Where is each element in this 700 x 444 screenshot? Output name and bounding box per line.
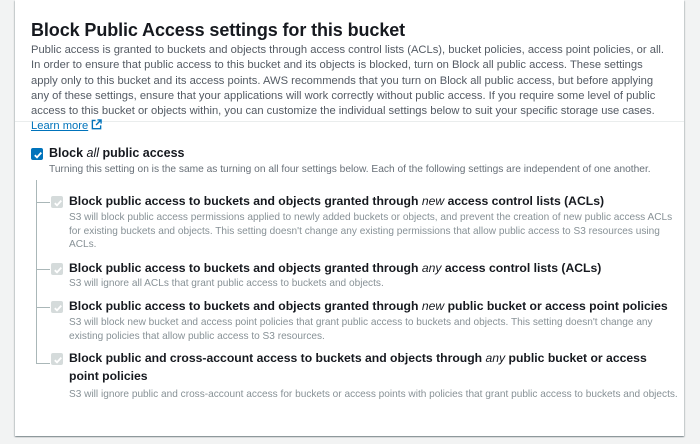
- setting-policy-new-label[interactable]: [69, 297, 679, 315]
- block-all-label-suffix: public access: [99, 146, 185, 160]
- block-all-label-prefix: Block: [49, 146, 87, 160]
- checkmark-icon: [53, 355, 63, 365]
- setting-acl-any-label-prefix: Block public access to buckets and objects granted through: [69, 261, 422, 275]
- settings-tree-line: [36, 180, 37, 364]
- setting-policy-new-description: S3 will block new bucket and access point policies that grant public access to buckets and objects. This setting doesn't change any existing policies that allow public access to S3 resources.: [69, 317, 653, 342]
- setting-acl-new-description: S3 will block public access permissions applied to newly added buckets or objects, and prevent the creation of new public access ACLs for existing buckets and objects. This setting doesn't change any existing permissions that allow public access to S3 resources using ACLs.: [69, 212, 673, 250]
- setting-acl-new-label-suffix: access control lists (ACLs): [444, 194, 605, 208]
- setting-acl-any-checkbox[interactable]: [51, 263, 63, 275]
- setting-acl-any-label-suffix: access control lists (ACLs): [441, 261, 602, 275]
- tree-branch: [36, 269, 50, 270]
- panel-title: Block Public Access settings for this bucket: [31, 20, 406, 40]
- panel-description-text: Public access is granted to buckets and objects through access control lists (ACLs), bucket policies, access point policies, or all. In order to ensure that public access to this bucket and its objects is blocked, turn on Block all public access. These settings apply only to this bucket and its access points. AWS recommends that you turn on Block all public access, but before applying any of these settings, ensure that your applications will work correctly without public access. If you require some level of public access to this bucket or objects within, you can customize the individual settings below to suit your specific storage use cases.: [31, 44, 665, 118]
- setting-acl-new-checkbox[interactable]: [51, 196, 63, 208]
- checkmark-icon: [53, 265, 63, 275]
- setting-acl-new-label-emphasis: new: [421, 194, 445, 208]
- setting-acl-any-description: S3 will ignore all ACLs that grant public access to buckets and objects.: [69, 278, 384, 289]
- setting-policy-new-label-prefix: Block public access to buckets and objects granted through: [69, 299, 422, 313]
- block-all-checkbox[interactable]: [31, 148, 43, 160]
- setting-policy-any-label-suffix: public bucket or access point policies: [69, 351, 647, 383]
- setting-acl-any-label-emphasis: any: [421, 261, 442, 275]
- tree-branch: [36, 363, 50, 364]
- panel-description: [31, 43, 671, 135]
- setting-policy-new-label-emphasis: new: [421, 299, 445, 313]
- tree-branch: [36, 307, 50, 308]
- learn-more-link[interactable]: [31, 120, 102, 132]
- setting-policy-any-checkbox[interactable]: [51, 353, 63, 365]
- checkmark-icon: [53, 303, 63, 313]
- checkmark-icon: [53, 198, 63, 208]
- external-link-icon: [91, 119, 102, 130]
- block-all-description: Turning this setting on is the same as turning on all four settings below. Each of the following settings are independent of one another.: [49, 164, 651, 175]
- tree-branch: [36, 202, 50, 203]
- setting-acl-any-label[interactable]: [69, 259, 679, 277]
- setting-policy-any-description: S3 will ignore public and cross-account access for buckets or access points with policies that grant public access to buckets and objects.: [69, 389, 678, 400]
- block-all-label-emphasis: all: [86, 146, 100, 160]
- learn-more-label: Learn more: [31, 120, 89, 133]
- setting-policy-any-label[interactable]: [69, 349, 669, 385]
- setting-policy-new-checkbox[interactable]: [51, 301, 63, 313]
- block-public-access-panel: [15, 0, 684, 436]
- panel-header: [15, 0, 684, 133]
- setting-policy-any-label-emphasis: any: [485, 351, 506, 365]
- setting-acl-new-label-prefix: Block public access to buckets and objects granted through: [69, 194, 422, 208]
- setting-policy-new-label-suffix: public bucket or access point policies: [444, 299, 668, 313]
- setting-policy-any-label-prefix: Block public and cross-account access to buckets and objects through: [69, 351, 486, 365]
- checkmark-icon: [33, 150, 43, 160]
- block-all-label[interactable]: [49, 145, 185, 161]
- setting-acl-new-label[interactable]: [69, 192, 679, 210]
